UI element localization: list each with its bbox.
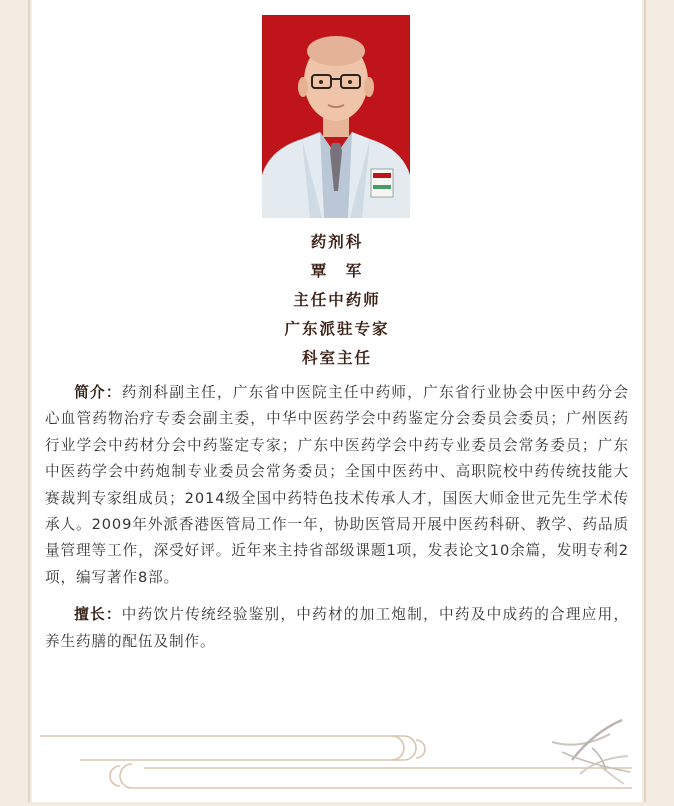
specialty-label: 擅长：	[74, 606, 122, 624]
professional-title: 主任中药师	[293, 291, 381, 309]
doctor-name: 覃 军	[310, 262, 364, 280]
orchid-leaf-icon	[552, 720, 630, 784]
department-name: 药剂科	[310, 233, 364, 251]
specialty-paragraph	[45, 602, 629, 655]
left-border	[28, 0, 30, 802]
intro-text: 药剂科副主任，广东省中医院主任中药师，广东省行业协会中医中药分会心血管药物治疗专委会副主委，中华中医药学会中药鉴定分会委员会委员；广州医药行业学会中药材分会中药鉴定专家；广东中医药学会中药专业委员会常务委员；广东中医药学会中药炮制专业委员会常务委员；全国中医药中、高职院校中药传统技能大赛裁判专家组成员；2014级全国中药特色技术传承人才，国医大师金世元先生学术传承人。2009年外派香港医管局工作一年，协助医管局开展中医药科研、教学、药品质量管理等工作，深受好评。近年来主持省部级课题1项，发表论文10余篇，发明专利2项，编写著作8部。	[45, 384, 629, 586]
doctor-bio	[45, 380, 629, 655]
doctor-portrait	[262, 15, 410, 218]
decorative-footer	[32, 712, 642, 802]
department-role: 科室主任	[301, 349, 372, 367]
specialty-text: 中药饮片传统经验鉴别，中药材的加工炮制，中药及中成药的合理应用，养生药膳的配伍及制作。	[45, 606, 629, 650]
doctor-info	[32, 228, 642, 373]
intro-label: 简介：	[74, 384, 122, 401]
right-border	[644, 0, 646, 802]
intro-paragraph	[45, 380, 629, 591]
expert-role: 广东派驻专家	[284, 320, 390, 338]
decorative-lines-icon	[40, 736, 632, 788]
